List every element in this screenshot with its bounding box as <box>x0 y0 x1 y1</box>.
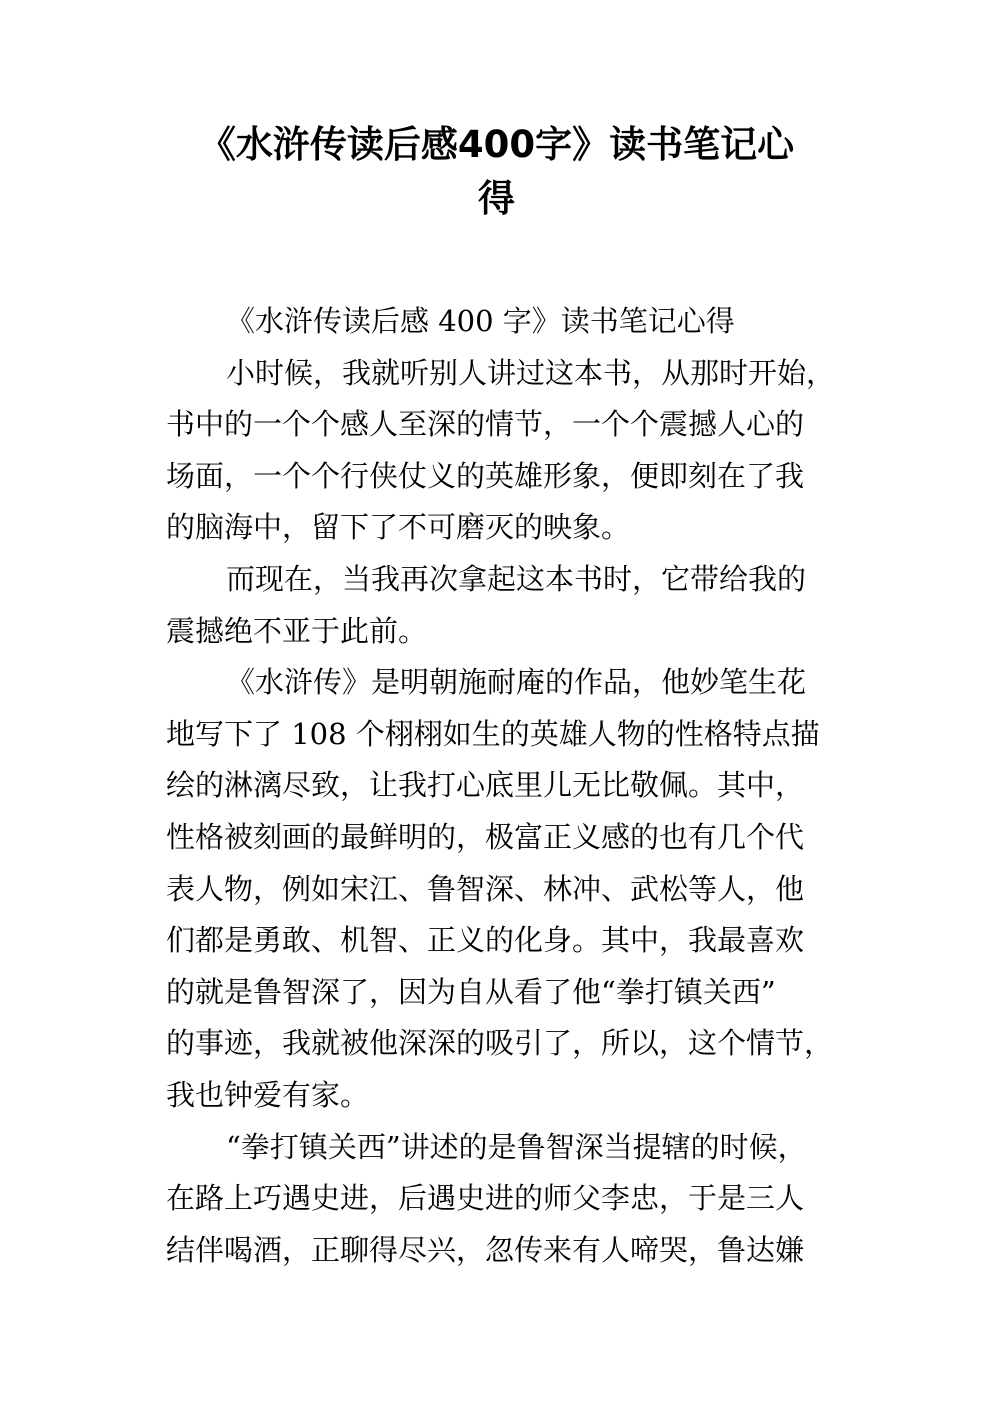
text-line: 地写下了 108 个栩栩如生的英雄人物的性格特点描 <box>166 716 820 751</box>
text-line: 们都是勇敢、机智、正义的化身。其中，我最喜欢 <box>166 923 805 958</box>
text-line: 的脑海中，留下了不可磨灭的映象。 <box>166 510 631 545</box>
title-line: 得 <box>478 177 515 220</box>
text-line: 《水浒传》是明朝施耐庵的作品，他妙笔生花 <box>226 665 807 700</box>
text-line: 绘的淋漓尽致，让我打心底里儿无比敬佩。其中， <box>166 768 805 803</box>
text-line: 而现在，当我再次拿起这本书时，它带给我的 <box>226 561 807 596</box>
text-line: 结伴喝酒，正聊得尽兴，忽传来有人啼哭，鲁达嫌 <box>166 1232 805 1267</box>
paragraph-subtitle <box>166 296 846 348</box>
document-title <box>150 118 843 226</box>
title-line: 《水浒传读后感400字》读书笔记心 <box>198 123 795 166</box>
text-line: 震撼绝不亚于此前。 <box>166 613 428 648</box>
document-body <box>166 296 846 1276</box>
paragraph <box>166 348 846 554</box>
paragraph <box>166 657 846 1121</box>
text-line: 小时候，我就听别人讲过这本书，从那时开始， <box>226 355 836 390</box>
text-line: 《水浒传读后感 400 字》读书笔记心得 <box>226 304 735 338</box>
text-line: 的就是鲁智深了，因为自从看了他“拳打镇关西” <box>166 974 776 1009</box>
text-line: 书中的一个个感人至深的情节，一个个震撼人心的 <box>166 407 805 442</box>
text-line: 的事迹，我就被他深深的吸引了，所以，这个情节， <box>166 1026 834 1061</box>
text-line: 性格被刻画的最鲜明的，极富正义感的也有几个代 <box>166 819 805 854</box>
paragraph <box>166 554 846 657</box>
text-line: 在路上巧遇史进，后遇史进的师父李忠，于是三人 <box>166 1181 805 1216</box>
text-line: “拳打镇关西”讲述的是鲁智深当提辖的时候， <box>226 1129 807 1164</box>
text-line: 我也钟爱有家。 <box>166 1077 370 1112</box>
paragraph <box>166 1122 846 1277</box>
text-line: 表人物，例如宋江、鲁智深、林冲、武松等人，他 <box>166 871 805 906</box>
text-line: 场面，一个个行侠仗义的英雄形象，便即刻在了我 <box>166 458 805 493</box>
